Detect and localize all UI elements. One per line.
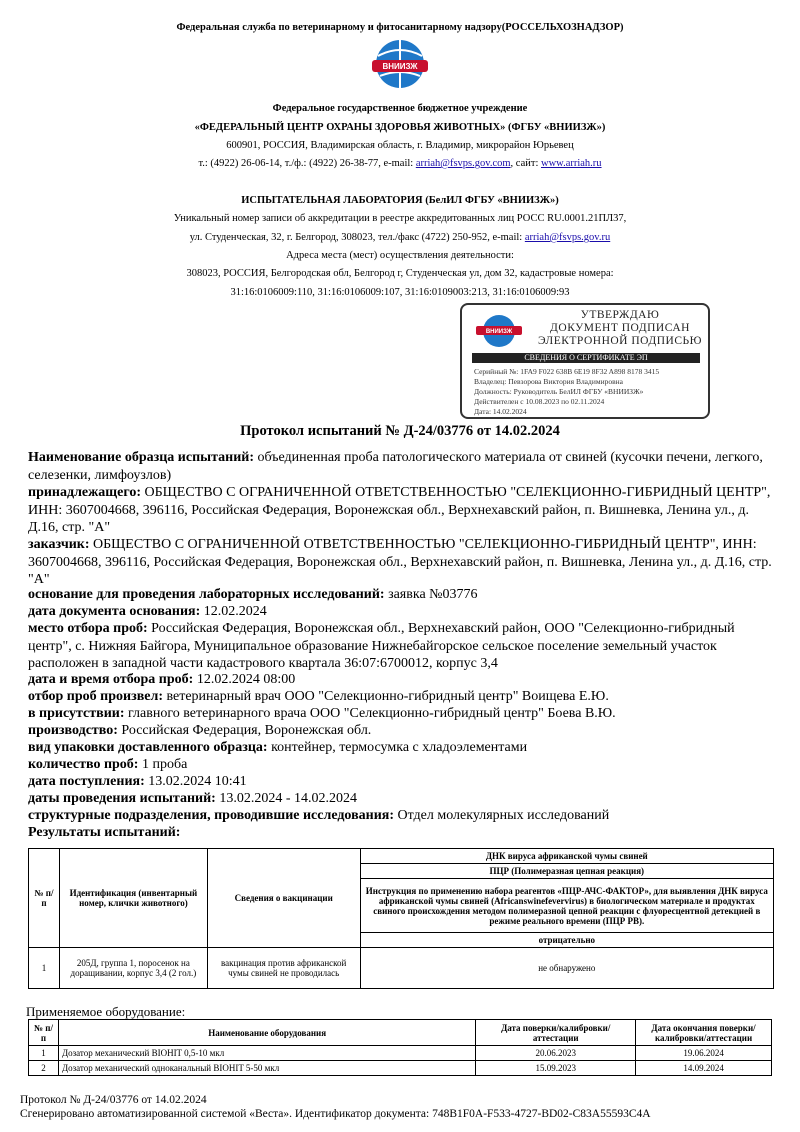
- results-header-instruction: Инструкция по применению набора реагентов «ПЦР-АЧС-ФАКТОР», для выявления ДНК вируса африканской чумы свиней (Africanswinefevervirus) в биологическом материале и продуктах свиного происхождения методом полимеразной цепной реакции с флуоресцентной детекцией в режиме реального времени (ПЦР РВ).: [360, 879, 773, 933]
- field-packaging: вид упаковки доставленного образца: контейнер, термосумка с хладоэлементами: [28, 740, 528, 755]
- footer-protocol: Протокол № Д-24/03776 от 14.02.2024: [20, 1094, 207, 1106]
- stamp-approve: УТВЕРЖДАЮ: [580, 309, 660, 321]
- signature-stamp: [460, 303, 710, 419]
- table-row: [29, 1061, 772, 1076]
- equip-col-end: Дата окончания поверки/калибровки/аттестации: [636, 1020, 772, 1046]
- svg-text:ВНИИЗЖ: ВНИИЗЖ: [382, 62, 418, 71]
- result-vacc: вакцинация против африканской чумы свиней не проводилась: [207, 948, 360, 989]
- lab-email-link[interactable]: arriah@fsvps.gov.ru: [524, 232, 611, 243]
- stamp-valid: Действителен с 10.08.2023 по 02.11.2024: [474, 397, 605, 406]
- stamp-signed: ДОКУМЕНТ ПОДПИСАН: [550, 322, 690, 334]
- equip-num: 2: [29, 1061, 59, 1076]
- stamp-date: Дата: 14.02.2024: [474, 407, 527, 416]
- field-basis-date: дата документа основания: 12.02.2024: [28, 604, 267, 619]
- stamp-electronic: ЭЛЕКТРОННОЙ ПОДПИСЬЮ: [538, 335, 702, 347]
- equip-date: 15.09.2023: [476, 1061, 636, 1076]
- stamp-logo: [474, 313, 524, 349]
- table-row: [29, 1046, 772, 1061]
- results-col-num: № п/п: [29, 849, 60, 948]
- results-col-id: Идентификация (инвентарный номер, клички животного): [59, 849, 207, 948]
- equip-col-name: Наименование оборудования: [58, 1020, 475, 1046]
- results-header-target: ДНК вируса африканской чумы свиней: [360, 849, 773, 864]
- field-in-presence: в присутствии: главного ветеринарного врача ООО "Селекционно-гибридный центр" Боева В.Ю.: [28, 706, 616, 721]
- result-id: 205Д, группа 1, поросенок на доращивании, корпус 3,4 (2 гол.): [59, 948, 207, 989]
- result-num: 1: [29, 948, 60, 989]
- institution-type: Федеральное государственное бюджетное учреждение: [272, 103, 528, 114]
- lab-accreditation: Уникальный номер записи об аккредитации в реестре аккредитованных лиц РОСС RU.0001.21ПЛ37,: [173, 213, 627, 224]
- field-owner: принадлежащего: ОБЩЕСТВО С ОГРАНИЧЕННОЙ ОТВЕТСТВЕННОСТЬЮ "СЕЛЕКЦИОННО-ГИБРИДНЫЙ ЦЕНТР", ИНН: 3607004668, 396116, Российская Федерация, Воронежская обл., Верхнехавский район, п. Вишневка, Ленина ул., д. Д.16, стр. "А": [28, 485, 771, 535]
- cadastral-numbers: 31:16:0106009:110, 31:16:0106009:107, 31:16:0109003:213, 31:16:0106009:93: [230, 287, 570, 298]
- protocol-title: Протокол испытаний № Д-24/03776 от 14.02.2024: [240, 423, 560, 439]
- equip-col-num: № п/п: [29, 1020, 59, 1046]
- activity-address: 308023, РОССИЯ, Белгородская обл, Белгород г, Студенческая ул, дом 32, кадастровые номера:: [186, 268, 614, 279]
- svg-text:ВНИИЗЖ: ВНИИЗЖ: [485, 329, 513, 335]
- field-results-title: Результаты испытаний:: [28, 825, 181, 840]
- email-link[interactable]: arriah@fsvps.gov.com: [415, 158, 511, 169]
- stamp-serial: Серийный №: 1FA9 F022 638B 6E19 8F32 A898 8178 3415: [474, 367, 660, 376]
- lab-name: ИСПЫТАТЕЛЬНАЯ ЛАБОРАТОРИЯ (БелИЛ ФГБУ «ВНИИЗЖ»): [241, 195, 559, 206]
- site-link[interactable]: www.arriah.ru: [541, 158, 602, 169]
- activity-title: Адреса места (мест) осуществления деятельности:: [286, 250, 514, 261]
- field-test-dates: даты проведения испытаний: 13.02.2024 - 14.02.2024: [28, 791, 357, 806]
- equip-date: 20.06.2023: [476, 1046, 636, 1061]
- stamp-position: Должность: Руководитель БелИЛ ФГБУ «ВНИИЗЖ»: [474, 387, 644, 396]
- equipment-title: Применяемое оборудование:: [26, 1004, 186, 1019]
- equip-col-date: Дата поверки/калибровки/аттестации: [476, 1020, 636, 1046]
- stamp-owner: Владелец: Певзорова Виктория Владимировна: [474, 377, 623, 386]
- equip-num: 1: [29, 1046, 59, 1061]
- stamp-cert-bar: СВЕДЕНИЯ О СЕРТИФИКАТЕ ЭП: [472, 353, 700, 363]
- equip-name: Дозатор механический BIOHIT 0,5-10 мкл: [58, 1046, 475, 1061]
- agency-name: Федеральная служба по ветеринарному и фитосанитарному надзору(РОССЕЛЬХОЗНАДЗОР): [176, 22, 624, 33]
- equip-end: 19.06.2024: [636, 1046, 772, 1061]
- equipment-table: [28, 1019, 772, 1076]
- lab-address: ул. Студенческая, 32, г. Белгород, 308023, тел./факс (4722) 250-952, e-mail: arriah@fsvps.gov.ru: [189, 232, 611, 243]
- equip-end: 14.09.2024: [636, 1061, 772, 1076]
- results-header-method: ПЦР (Полимеразная цепная реакция): [360, 864, 773, 879]
- field-sampling-datetime: дата и время отбора проб: 12.02.2024 08:00: [28, 672, 296, 687]
- vniizzh-logo: [366, 38, 434, 94]
- footer-generated: Сгенерировано автоматизированной системой «Веста». Идентификатор документа: 748B1F0A-F533-4727-BD02-C83A55593C4A: [20, 1108, 651, 1120]
- results-col-vacc: Сведения о вакцинации: [207, 849, 360, 948]
- field-basis: основание для проведения лабораторных исследований: заявка №03776: [28, 587, 478, 602]
- field-departments: структурные подразделения, проводившие исследования: Отдел молекулярных исследований: [28, 808, 610, 823]
- result-value: не обнаружено: [360, 948, 773, 989]
- results-table: [28, 848, 774, 989]
- field-received-date: дата поступления: 13.02.2024 10:41: [28, 774, 247, 789]
- results-header-norm: отрицательно: [360, 933, 773, 948]
- institution-address: 600901, РОССИЯ, Владимирская область, г. Владимир, микрорайон Юрьевец: [226, 140, 574, 151]
- field-sample-name: Наименование образца испытаний: объединенная проба патологического материала от свиней (кусочки печени, легкого, селезенки, лимфоузлов): [28, 450, 763, 483]
- table-row: [29, 948, 774, 989]
- institution-name: «ФЕДЕРАЛЬНЫЙ ЦЕНТР ОХРАНЫ ЗДОРОВЬЯ ЖИВОТНЫХ» (ФГБУ «ВНИИЗЖ»): [194, 122, 606, 133]
- field-sample-count: количество проб: 1 проба: [28, 757, 188, 772]
- field-customer: заказчик: ОБЩЕСТВО С ОГРАНИЧЕННОЙ ОТВЕТСТВЕННОСТЬЮ "СЕЛЕКЦИОННО-ГИБРИДНЫЙ ЦЕНТР", ИНН: 3607004668, 396116, Российская Федерация, Воронежская обл., Верхнехавский район, п. Вишневка, Ленина ул., д. Д.16, стр. "А": [28, 537, 772, 587]
- equip-name: Дозатор механический одноканальный BIOHIT 5-50 мкл: [58, 1061, 475, 1076]
- field-sampled-by: отбор проб произвел: ветеринарный врач ООО "Селекционно-гибридный центр" Воищева Е.Ю.: [28, 689, 609, 704]
- field-production: производство: Российская Федерация, Воронежская обл.: [28, 723, 372, 738]
- field-sampling-place: место отбора проб: Российская Федерация, Воронежская обл., Верхнехавский район, ООО "Селекционно-гибридный центр", с. Нижняя Байгора, Муниципальное образование Нижнебайгорское сельское поселение земельный участок расположен в западной части кадастрового квартала 36:07:6700012, корпус 3,4: [28, 621, 735, 671]
- institution-contacts: т.: (4922) 26-06-14, т./ф.: (4922) 26-38-77, e-mail: arriah@fsvps.gov.com, сайт: www.arriah.ru: [198, 158, 602, 169]
